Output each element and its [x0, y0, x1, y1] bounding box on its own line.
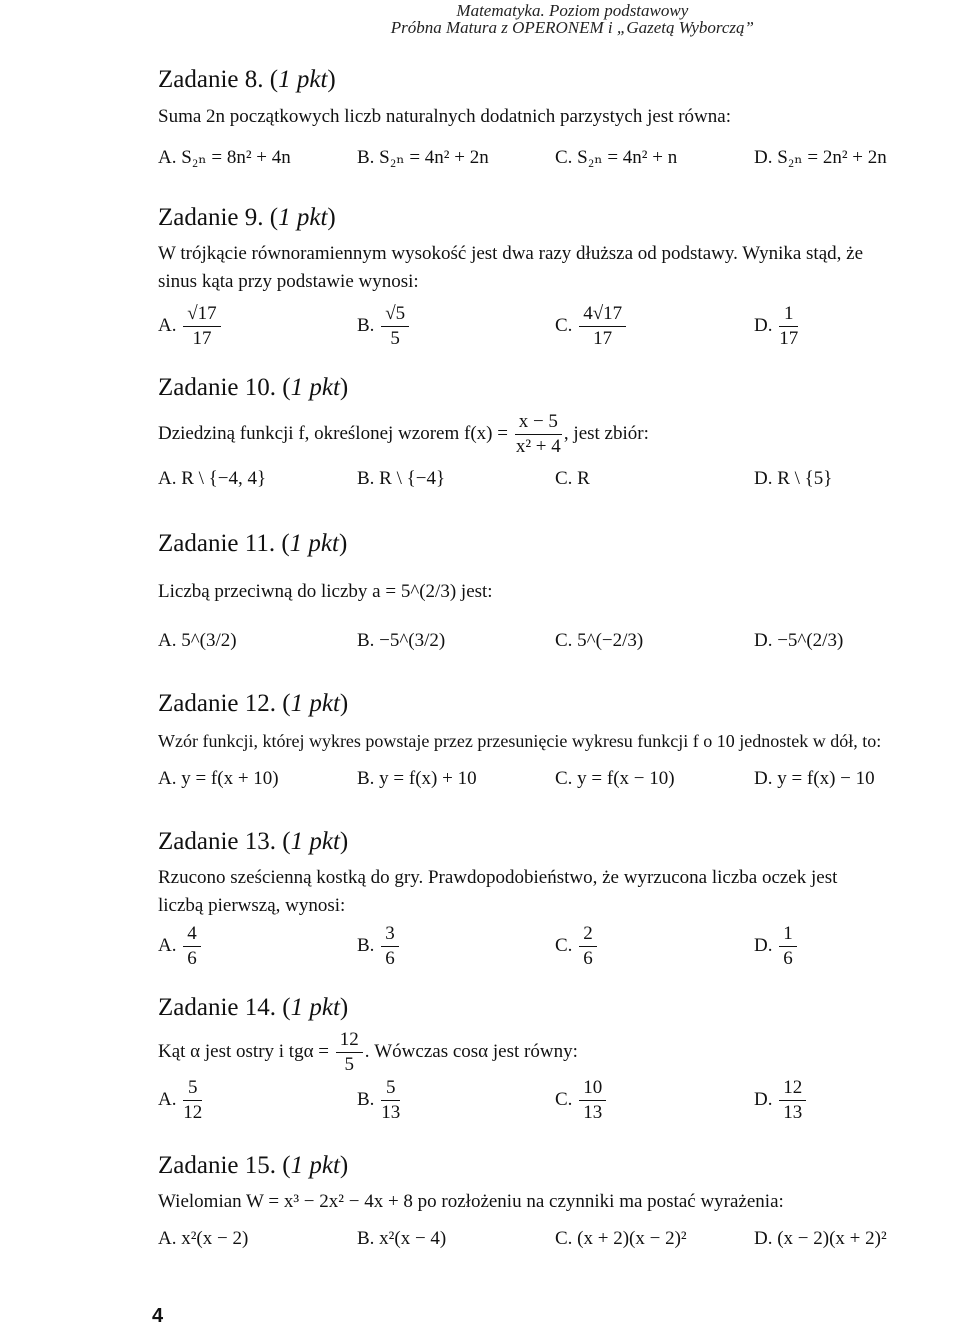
- task-14-title-text: Zadanie 14. (: [158, 994, 291, 1021]
- task-11-title: [158, 530, 347, 558]
- task-15-title: [158, 1152, 348, 1180]
- task-8-points: 1 pkt: [278, 66, 328, 93]
- denominator: 13: [583, 1102, 603, 1123]
- task-12-title-close: ): [339, 690, 349, 717]
- task-11-option-c: C. 5^(−2/3): [555, 630, 644, 651]
- task-11-option-a: A. 5^(3/2): [158, 630, 237, 651]
- task-10-question-end: , jest zbiór:: [563, 422, 649, 444]
- task-10-title: [158, 374, 348, 402]
- option-letter: C.: [555, 1088, 573, 1110]
- option-letter: A.: [158, 314, 177, 336]
- task-12-title-text: Zadanie 12. (: [158, 690, 291, 717]
- task-11-option-b: B. −5^(3/2): [357, 630, 446, 651]
- fraction: [183, 302, 220, 351]
- task-15-option-b: B. x²(x − 4): [357, 1228, 447, 1249]
- task-8-title-close: ): [327, 66, 336, 93]
- task-13-option-b: [357, 922, 401, 971]
- task-11-question: Liczbą przeciwną do liczby a = 5^(2/3) jest:: [158, 581, 493, 602]
- task-11-points: 1 pkt: [289, 530, 339, 557]
- task-9-option-d: [754, 302, 800, 351]
- option-letter: D.: [754, 1088, 773, 1110]
- task-13-option-d: [754, 922, 799, 971]
- denominator: 13: [381, 1102, 401, 1123]
- task-9-option-b: [357, 302, 411, 351]
- fraction: [183, 922, 201, 971]
- fraction: [183, 1076, 202, 1125]
- page-header: [391, 2, 754, 36]
- task-10-question-text: Dziedziną funkcji f, określonej wzorem f(x) =: [158, 422, 508, 444]
- task-14-title: [158, 994, 348, 1022]
- option-letter: A.: [158, 934, 177, 956]
- page-number: 4: [152, 1305, 164, 1327]
- fraction: [515, 410, 562, 459]
- task-8-option-a: A. S₂ₙ = 8n² + 4n: [158, 147, 291, 168]
- fraction: [579, 922, 597, 971]
- task-12-option-b: B. y = f(x) + 10: [357, 768, 477, 789]
- task-13-option-c: [555, 922, 599, 971]
- task-11-title-close: ): [338, 530, 348, 557]
- task-12-question: Wzór funkcji, której wykres powstaje przez przesunięcie wykresu funkcji f o 10 jednostek w dół, to:: [158, 731, 882, 751]
- task-13-title: [158, 828, 348, 856]
- task-10-option-a: A. R \ {−4, 4}: [158, 468, 267, 489]
- numerator: 12: [779, 1076, 806, 1101]
- task-8-option-b: B. S₂ₙ = 4n² + 2n: [357, 147, 489, 168]
- denominator: 6: [583, 948, 593, 969]
- denominator: 17: [593, 328, 613, 349]
- task-10-option-c: C. R: [555, 468, 590, 489]
- option-letter: A.: [158, 1088, 177, 1110]
- numerator: 12: [336, 1028, 363, 1053]
- task-12-option-a: A. y = f(x + 10): [158, 768, 279, 789]
- task-10-question: [158, 410, 649, 459]
- option-letter: B.: [357, 1088, 375, 1110]
- task-12-option-d: D. y = f(x) − 10: [754, 768, 875, 789]
- task-10-option-b: B. R \ {−4}: [357, 468, 446, 489]
- task-13-option-a: [158, 922, 203, 971]
- numerator: x − 5: [515, 410, 562, 435]
- numerator: √17: [183, 302, 220, 327]
- task-9-points: 1 pkt: [278, 204, 328, 231]
- fraction: [381, 922, 399, 971]
- option-letter: B.: [357, 934, 375, 956]
- option-letter: B.: [357, 314, 375, 336]
- fraction: [336, 1028, 363, 1077]
- task-14-option-c: [555, 1076, 608, 1125]
- task-9-title: [158, 204, 336, 232]
- fraction: [579, 1076, 606, 1125]
- task-10-title-close: ): [339, 374, 349, 401]
- denominator: x² + 4: [515, 436, 561, 457]
- task-14-option-b: [357, 1076, 402, 1125]
- task-13-question-line1: Rzucono sześcienną kostką do gry. Prawdopodobieństwo, że wyrzucona liczba oczek jest: [158, 867, 838, 888]
- numerator: 2: [579, 922, 597, 947]
- fraction: [579, 302, 626, 351]
- denominator: 6: [783, 948, 793, 969]
- task-11-option-d: D. −5^(2/3): [754, 630, 844, 651]
- task-9-title-text: Zadanie 9. (: [158, 204, 279, 231]
- task-10-points: 1 pkt: [290, 374, 340, 401]
- option-letter: D.: [754, 314, 773, 336]
- numerator: 3: [381, 922, 399, 947]
- denominator: 5: [344, 1054, 354, 1075]
- task-13-title-close: ): [339, 828, 349, 855]
- task-14-title-close: ): [339, 994, 349, 1021]
- task-13-title-text: Zadanie 13. (: [158, 828, 291, 855]
- task-9-question-line1: W trójkącie równoramiennym wysokość jest dwa razy dłuższa od podstawy. Wynika stąd, że: [158, 243, 864, 264]
- fraction: [779, 302, 798, 351]
- task-9-question-line2: sinus kąta przy podstawie wynosi:: [158, 271, 419, 292]
- task-15-title-close: ): [339, 1152, 349, 1179]
- task-8-option-d: D. S₂ₙ = 2n² + 2n: [754, 147, 887, 168]
- option-letter: D.: [754, 934, 773, 956]
- denominator: 17: [192, 328, 212, 349]
- fraction: [381, 1076, 400, 1125]
- task-13-question-line2: liczbą pierwszą, wynosi:: [158, 895, 346, 916]
- task-15-option-d: D. (x − 2)(x + 2)²: [754, 1228, 887, 1249]
- task-8-option-c: C. S₂ₙ = 4n² + n: [555, 147, 678, 168]
- task-9-option-a: [158, 302, 223, 351]
- task-14-question: [158, 1028, 578, 1077]
- task-8-title-text: Zadanie 8. (: [158, 66, 279, 93]
- task-14-question-text: Kąt α jest ostry i tgα =: [158, 1040, 329, 1062]
- numerator: 5: [183, 1076, 202, 1101]
- task-15-title-text: Zadanie 15. (: [158, 1152, 291, 1179]
- denominator: 17: [779, 328, 799, 349]
- numerator: 10: [579, 1076, 606, 1101]
- denominator: 5: [390, 328, 400, 349]
- fraction: [779, 922, 797, 971]
- numerator: √5: [381, 302, 409, 327]
- task-11-title-text: Zadanie 11. (: [158, 530, 290, 557]
- task-15-option-c: C. (x + 2)(x − 2)²: [555, 1228, 687, 1249]
- numerator: 4√17: [579, 302, 626, 327]
- task-9-option-c: [555, 302, 628, 351]
- task-12-option-c: C. y = f(x − 10): [555, 768, 675, 789]
- task-10-option-d: D. R \ {5}: [754, 468, 833, 489]
- option-letter: C.: [555, 314, 573, 336]
- task-9-title-close: ): [327, 204, 336, 231]
- task-15-option-a: A. x²(x − 2): [158, 1228, 249, 1249]
- task-8-title: [158, 66, 336, 94]
- task-15-points: 1 pkt: [290, 1152, 340, 1179]
- task-10-title-text: Zadanie 10. (: [158, 374, 291, 401]
- fraction: [779, 1076, 806, 1125]
- header-subject: Matematyka. Poziom podstawowy: [456, 1, 689, 20]
- numerator: 1: [779, 922, 797, 947]
- denominator: 6: [187, 948, 197, 969]
- denominator: 13: [783, 1102, 803, 1123]
- fraction: [381, 302, 409, 351]
- task-8-question: Suma 2n początkowych liczb naturalnych dodatnich parzystych jest równa:: [158, 106, 731, 127]
- numerator: 1: [779, 302, 798, 327]
- task-12-points: 1 pkt: [290, 690, 340, 717]
- task-12-title: [158, 690, 348, 718]
- numerator: 5: [381, 1076, 400, 1101]
- task-14-question-end: . Wówczas cosα jest równy:: [364, 1040, 578, 1062]
- option-letter: C.: [555, 934, 573, 956]
- task-14-option-a: [158, 1076, 204, 1125]
- task-14-points: 1 pkt: [290, 994, 340, 1021]
- task-13-points: 1 pkt: [290, 828, 340, 855]
- task-15-question: Wielomian W = x³ − 2x² − 4x + 8 po rozłożeniu na czynniki ma postać wyrażenia:: [158, 1191, 784, 1212]
- header-exam: Próbna Matura z OPERONEM i „Gazetą Wyborczą”: [390, 18, 754, 37]
- task-14-option-d: [754, 1076, 808, 1125]
- denominator: 6: [385, 948, 395, 969]
- denominator: 12: [183, 1102, 203, 1123]
- numerator: 4: [183, 922, 201, 947]
